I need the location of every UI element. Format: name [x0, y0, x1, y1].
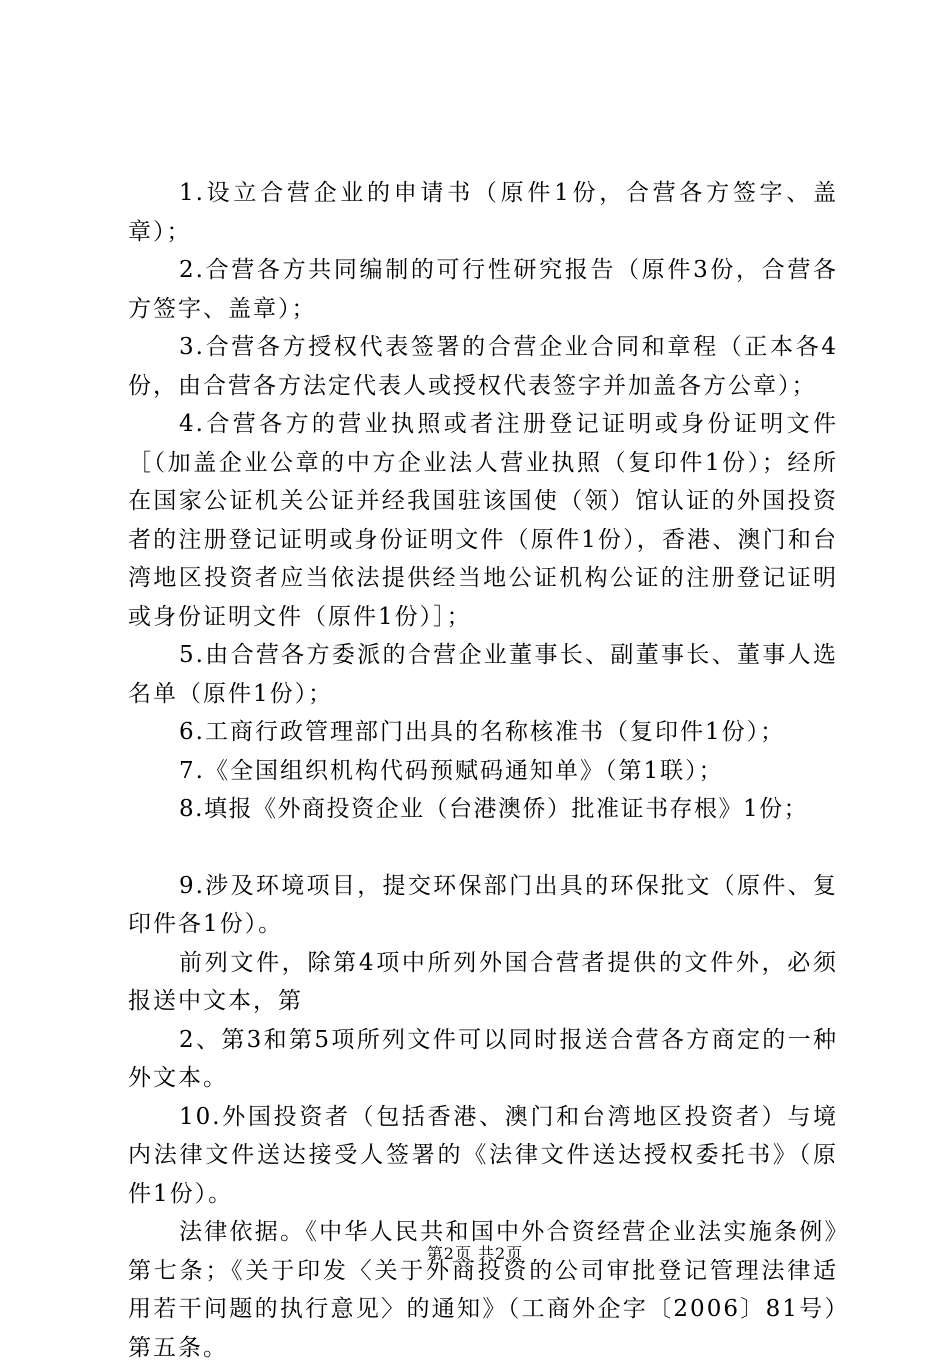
page-footer: 第2页 共2页	[426, 1244, 524, 1263]
paragraph-item-6: 6.工商行政管理部门出具的名称核准书（复印件1份）；	[179, 719, 786, 745]
paragraph-legal-basis: 法律依据。《中华人民共和国中外合资经营企业法实施条例》第七条；《关于印发〈关于外商投资的公司审批登记管理法律适用若干问题的执行意见〉的通知》（工商外企字〔2006〕81号）第五条。	[128, 1219, 838, 1361]
paragraph-note-1: 前列文件，除第4项中所列外国合营者提供的文件外，必须报送中文本，第	[128, 949, 838, 1014]
document-body	[128, 174, 838, 1367]
paragraph-item-5: 5.由合营各方委派的合营企业董事长、副董事长、董事人选名单（原件1份）；	[128, 642, 838, 707]
paragraph-item-10: 10.外国投资者（包括香港、澳门和台湾地区投资者）与境内法律文件送达接受人签署的《法律文件送达授权委托书》（原件1份）。	[128, 1103, 838, 1207]
paragraph-item-8: 8.填报《外商投资企业（台港澳侨）批准证书存根》1份；	[179, 796, 809, 822]
paragraph-item-7: 7.《全国组织机构代码预赋码通知单》（第1联）；	[179, 757, 724, 784]
paragraph-item-3: 3.合营各方授权代表签署的合营企业合同和章程（正本各4份，由合营各方法定代表人或授权代表签字并加盖各方公章）；	[128, 334, 838, 399]
paragraph-item-2: 2.合营各方共同编制的可行性研究报告（原件3份，合营各方签字、盖章）；	[128, 257, 838, 322]
paragraph-item-1: 1.设立合营企业的申请书（原件1份，合营各方签字、盖章）；	[128, 180, 838, 245]
paragraph-note-2: 2、第3和第5项所列文件可以同时报送合营各方商定的一种外文本。	[128, 1026, 838, 1091]
paragraph-item-9: 9.涉及环境项目，提交环保部门出具的环保批文（原件、复印件各1份）。	[128, 872, 838, 937]
paragraph-item-4: 4.合营各方的营业执照或者注册登记证明或身份证明文件［（加盖企业公章的中方企业法人营业执照（复印件1份）；经所在国家公证机关公证并经我国驻该国使（领）馆认证的外国投资者的注册登记证明或身份证明文件（原件1份），香港、澳门和台湾地区投资者应当依法提供经当地公证机构公证的注册登记证明或身份证明文件（原件1份）］；	[128, 411, 838, 630]
